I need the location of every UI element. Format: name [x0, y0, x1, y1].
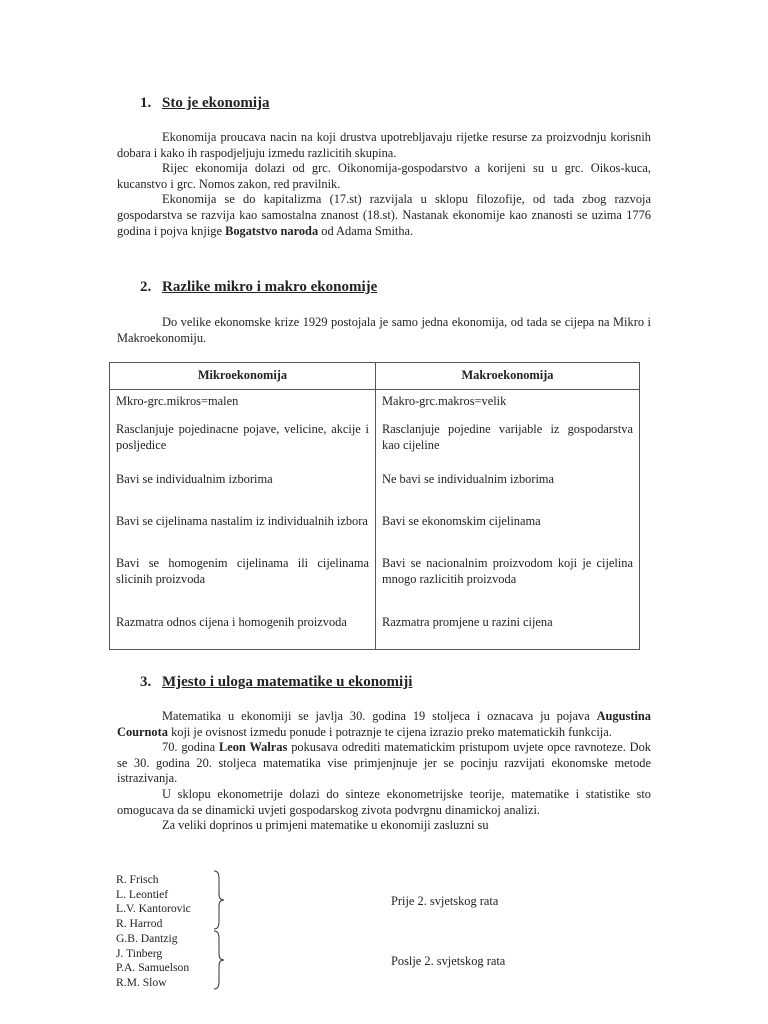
paragraph-text: od Adama Smitha. [321, 223, 414, 238]
list-item: P.A. Samuelson [116, 961, 190, 975]
paragraph: Ekonomija proucava nacin na koji drustva upotrebljavaju rijetke resurse za proizvodnju korisnih dobara i kako ih raspodjeljuju izmedu razlicitih skupina. [117, 130, 651, 160]
section-title: Sto je ekonomija [162, 95, 270, 111]
table-header: Makroekonomija [376, 363, 640, 390]
paragraph [117, 192, 651, 239]
person-name: Augustina Cournota [117, 709, 651, 739]
book-title: Bogatstvo naroda [225, 223, 319, 238]
person-name: Leon Walras [218, 740, 288, 755]
paragraph-text: pokusava odrediti matematickim pristupom uvjete opce ravnoteze. Dok se 30. godina 20. stoljeca matematika vise primjenjnuje jer se pocinju razvijati ekonomske metode istrazivanja. [117, 740, 651, 786]
paragraph-text: 70. godina [162, 740, 216, 755]
right-brace-icon [212, 930, 226, 990]
table-row [110, 390, 640, 414]
table-cell: Ne bavi se individualnim izborima [376, 462, 640, 498]
section-number: 2. [140, 279, 152, 295]
table-row [110, 598, 640, 650]
section-2-heading [140, 279, 377, 296]
paragraph-text: Matematika u ekonomiji se javlja 30. godina 19 stoljeca i oznacava ju pojava [162, 709, 590, 723]
list-item: L.V. Kantorovic [116, 902, 191, 916]
section-1-heading [140, 95, 270, 112]
paragraph-text: Ekonomija se do kapitalizma (17.st) razvijala u sklopu filozofije, od tada zbog razvoja gospodarstva se razvija kao samostalna znanost (18.st). Nastanak ekonomije kao znanosti se uzima 1776 godina i pojva knjige [117, 192, 651, 238]
section-3-heading [140, 674, 412, 691]
table-row [110, 414, 640, 462]
comparison-table [109, 362, 640, 650]
table-row [110, 462, 640, 498]
table-cell: Rasclanjuje pojedine varijable iz gospodarstva kao cijeline [376, 414, 640, 462]
table-cell: Bavi se cijelinama nastalim iz individualnih izbora [110, 498, 376, 546]
economists-after-list [116, 932, 189, 991]
table-cell: Razmatra promjene u razini cijena [376, 598, 640, 650]
paragraph [117, 740, 651, 787]
table-row [110, 498, 640, 546]
list-item: G.B. Dantzig [116, 932, 178, 945]
table-cell: Bavi se ekonomskim cijelinama [376, 498, 640, 546]
table-cell: Mkro-grc.mikros=malen [110, 390, 376, 414]
table-cell: Bavi se nacionalnim proizvodom koji je cijelina mnogo razlicitih proizvoda [376, 546, 640, 598]
section-1-body [117, 130, 651, 239]
paragraph: Do velike ekonomske krize 1929 postojala je samo jedna ekonomija, od tada se cijepa na Mikro i Makroekonomiju. [117, 315, 651, 345]
section-title: Mjesto i uloga matematike u ekonomiji [162, 674, 413, 690]
list-item: J. Tinberg [116, 946, 163, 960]
list-item: R. Frisch [116, 873, 159, 886]
table-header: Mikroekonomija [110, 363, 376, 390]
list-item: R.M. Slow [116, 976, 167, 990]
economists-before-list [116, 873, 191, 932]
list-item: L. Leontief [116, 887, 169, 901]
section-2-body [117, 315, 651, 346]
table-row [110, 546, 640, 598]
table-cell: Makro-grc.makros=velik [376, 390, 640, 414]
table-cell: Bavi se individualnim izborima [110, 462, 376, 498]
paragraph-text: koji je ovisnost izmedu ponude i potraznje te cijena izrazio preko matematickih funkcija. [171, 724, 612, 739]
table-header-row [110, 363, 640, 390]
paragraph: Za veliki doprinos u primjeni matematike u ekonomiji zasluzni su [162, 818, 489, 833]
right-brace-icon [212, 870, 226, 930]
section-title: Razlike mikro i makro ekonomije [162, 279, 378, 295]
paragraph: Rijec ekonomija dolazi od grc. Oikonomija-gospodarstvo a korijeni su u grc. Oikos-kuca, kucanstvo i grc. Nomos zakon, red pravilnik. [117, 161, 651, 191]
list-item: R. Harrod [116, 917, 163, 931]
paragraph: U sklopu ekonometrije dolazi do sinteze ekonometrijske teorije, matematike i statistike sto omogucava da se dinamicki uvjeti gospodarskog zivota podvrgnu dinamickoj analizi. [117, 786, 651, 817]
table-cell: Razmatra odnos cijena i homogenih proizvoda [110, 598, 376, 650]
era-label: Poslje 2. svjetskog rata [391, 954, 506, 968]
table-cell: Rasclanjuje pojedinacne pojave, velicine, akcije i posljedice [110, 414, 376, 462]
table-cell: Bavi se homogenim cijelinama ili cijelinama slicinih proizvoda [110, 546, 376, 598]
section-number: 3. [140, 674, 152, 690]
section-3-body [117, 709, 651, 834]
section-number: 1. [140, 95, 152, 111]
paragraph [117, 709, 651, 740]
era-label: Prije 2. svjetskog rata [391, 894, 499, 908]
